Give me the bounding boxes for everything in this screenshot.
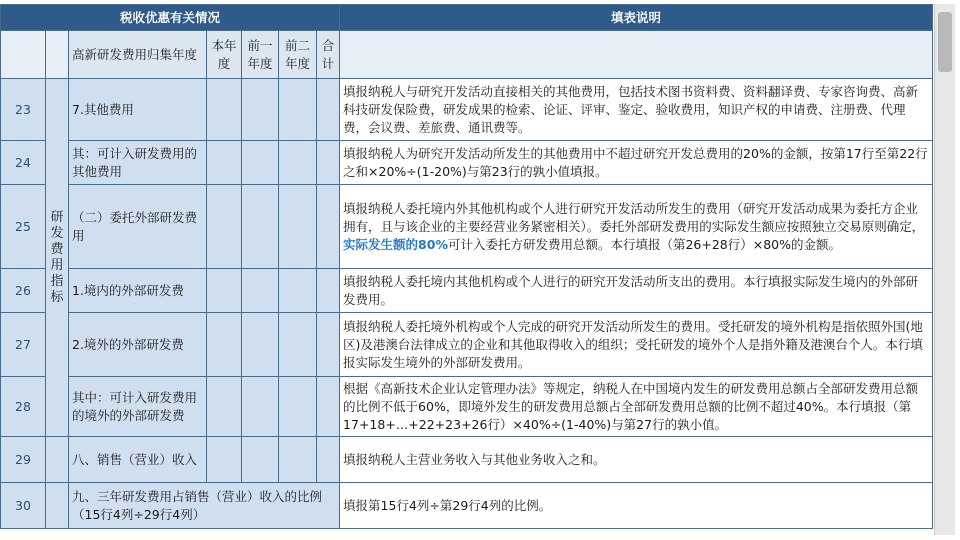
row-number: 26	[1, 269, 46, 313]
value-cell[interactable]	[207, 377, 242, 437]
row-note: 填报第15行4列÷第29行4列的比例。	[340, 483, 933, 529]
value-cell[interactable]	[317, 313, 340, 377]
value-cell[interactable]	[279, 79, 317, 141]
row-number: 25	[1, 185, 46, 269]
group-blank	[46, 437, 69, 483]
value-cell[interactable]	[279, 437, 317, 483]
group-blank	[46, 483, 69, 529]
total-col-header: 合计	[317, 31, 340, 79]
row-item: 1.境内的外部研发费	[69, 269, 207, 313]
row-note	[340, 185, 933, 269]
value-cell[interactable]	[207, 437, 242, 483]
row-number: 24	[1, 141, 46, 185]
note-col-header	[340, 31, 933, 79]
value-cell[interactable]	[317, 377, 340, 437]
row-item: （二）委托外部研发费用	[69, 185, 207, 269]
left-header-title: 税收优惠有关情况	[1, 5, 340, 31]
table-row	[1, 269, 933, 313]
value-cell[interactable]	[242, 185, 279, 269]
vertical-scrollbar[interactable]	[934, 4, 955, 535]
row-item: 7.其他费用	[69, 79, 207, 141]
note-text: 填报纳税人委托境内外其他机构或个人进行研究开发活动所发生的费用（研究开发活动成果为委托方企业拥有，且与该企业的主要经营业务紧密相关）。委托外部研发费用的实际发生额应按照独立交易原则确定，	[343, 200, 925, 234]
row-note: 填报纳税人委托境内其他机构或个人进行的研究开发活动所支出的费用。本行填报实际发生境内的外部研发费用。	[340, 269, 933, 313]
value-cell[interactable]	[242, 377, 279, 437]
table-row	[1, 483, 933, 529]
value-cell[interactable]	[242, 141, 279, 185]
value-cell[interactable]	[317, 269, 340, 313]
value-cell[interactable]	[207, 185, 242, 269]
value-cell[interactable]	[279, 313, 317, 377]
tax-incentive-table	[0, 4, 933, 529]
row-note: 根据《高新技术企业认定管理办法》等规定，纳税人在中国境内发生的研发费用总额占全部研发费用总额的比例不低于60%，即境外发生的研发费用总额占全部研发费用总额的比例不超过40%。本行填报（第17+18+…+22+23+26行）×40%÷(1-40%)与第27行的孰小值。	[340, 377, 933, 437]
row-item: 八、销售（营业）收入	[69, 437, 207, 483]
note-text: 可计入委托方研发费用总额。本行填报（第26+28行）×80%的金额。	[447, 236, 842, 252]
value-cell[interactable]	[279, 269, 317, 313]
num-col-header	[1, 31, 46, 79]
value-cell[interactable]	[207, 269, 242, 313]
value-cell[interactable]	[242, 269, 279, 313]
value-cell[interactable]	[279, 141, 317, 185]
table-row	[1, 437, 933, 483]
row-number: 27	[1, 313, 46, 377]
row-item: 2.境外的外部研发费	[69, 313, 207, 377]
right-header-title: 填表说明	[340, 5, 933, 31]
scrollbar-thumb[interactable]	[938, 12, 952, 72]
prev-year-1-col-header: 前一年度	[242, 31, 279, 79]
value-cell[interactable]	[207, 313, 242, 377]
value-cell[interactable]	[242, 313, 279, 377]
value-cell[interactable]	[242, 79, 279, 141]
current-year-col-header: 本年度	[207, 31, 242, 79]
row-note: 填报纳税人委托境外机构或个人完成的研究开发活动所发生的费用。受托研发的境外机构是指依照外国(地区)及港澳台法律成立的企业和其他取得收入的组织；受托研发的境外个人是指外籍及港澳台个人。本行填报实际发生境外的外部研发费用。	[340, 313, 933, 377]
value-cell[interactable]	[279, 185, 317, 269]
value-cell[interactable]	[317, 141, 340, 185]
group-col-header	[46, 31, 69, 79]
group-label: 研发费用指标	[46, 79, 69, 437]
row-item: 其：可计入研发费用的其他费用	[69, 141, 207, 185]
value-cell[interactable]	[207, 141, 242, 185]
row-note: 填报纳税人与研究开发活动直接相关的其他费用，包括技术图书资料费、资料翻译费、专家咨询费、高新科技研发保险费，研发成果的检索、论证、评审、鉴定、验收费用，知识产权的申请费、注册费、代理费，会议费、差旅费、通讯费等。	[340, 79, 933, 141]
column-header-row	[1, 31, 933, 79]
row-note: 填报纳税人为研究开发活动所发生的其他费用中不超过研究开发总费用的20%的金额，按第17行至第22行之和×20%÷(1-20%)与第23行的孰小值填报。	[340, 141, 933, 185]
prev-year-2-col-header: 前二年度	[279, 31, 317, 79]
table-row	[1, 377, 933, 437]
highlight-text: 实际发生额的80%	[343, 236, 448, 252]
value-cell[interactable]	[317, 79, 340, 141]
value-cell[interactable]	[242, 437, 279, 483]
value-cell[interactable]	[207, 79, 242, 141]
item-col-header: 高新研发费用归集年度	[69, 31, 207, 79]
row-item: 其中：可计入研发费用的境外的外部研发费	[69, 377, 207, 437]
table-row	[1, 141, 933, 185]
value-cell[interactable]	[317, 437, 340, 483]
row-number: 28	[1, 377, 46, 437]
row-note: 填报纳税人主营业务收入与其他业务收入之和。	[340, 437, 933, 483]
value-cell[interactable]	[317, 185, 340, 269]
table-row	[1, 185, 933, 269]
row-item: 九、三年研发费用占销售（营业）收入的比例（15行4列÷29行4列）	[69, 483, 340, 529]
row-number: 30	[1, 483, 46, 529]
value-cell[interactable]	[279, 377, 317, 437]
header-row	[1, 5, 933, 31]
row-number: 29	[1, 437, 46, 483]
row-number: 23	[1, 79, 46, 141]
table-row	[1, 79, 933, 141]
table-row	[1, 313, 933, 377]
